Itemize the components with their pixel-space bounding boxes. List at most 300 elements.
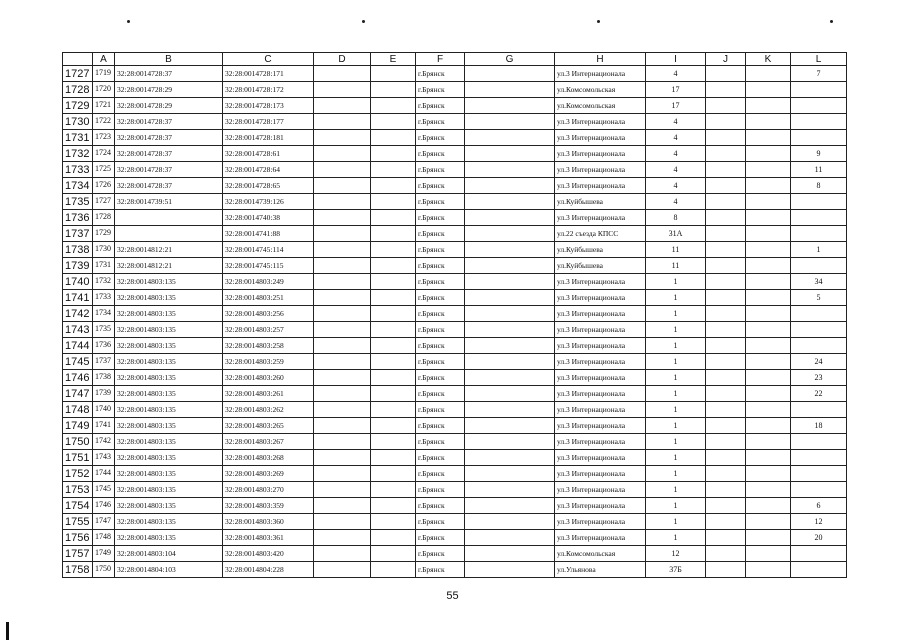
- column-header-h[interactable]: H: [555, 53, 646, 66]
- cell-i[interactable]: 1: [646, 386, 706, 402]
- cell-d[interactable]: [314, 482, 371, 498]
- row-number-cell[interactable]: 1728: [63, 82, 93, 98]
- cell-a[interactable]: 1745: [93, 482, 115, 498]
- column-header-e[interactable]: E: [371, 53, 416, 66]
- cell-a[interactable]: 1738: [93, 370, 115, 386]
- row-number-cell[interactable]: 1735: [63, 194, 93, 210]
- cell-h[interactable]: ул.3 Интернационала: [555, 354, 646, 370]
- cell-c[interactable]: 32:28:0014803:249: [223, 274, 314, 290]
- cell-l[interactable]: 6: [791, 498, 847, 514]
- cell-i[interactable]: 37Б: [646, 562, 706, 578]
- cell-f[interactable]: г.Брянск: [416, 146, 465, 162]
- cell-e[interactable]: [371, 98, 416, 114]
- cell-g[interactable]: [465, 402, 555, 418]
- cell-l[interactable]: [791, 338, 847, 354]
- cell-d[interactable]: [314, 258, 371, 274]
- cell-k[interactable]: [746, 258, 791, 274]
- column-header-j[interactable]: J: [706, 53, 746, 66]
- cell-j[interactable]: [706, 562, 746, 578]
- cell-d[interactable]: [314, 530, 371, 546]
- cell-l[interactable]: [791, 450, 847, 466]
- cell-j[interactable]: [706, 194, 746, 210]
- cell-k[interactable]: [746, 466, 791, 482]
- cell-c[interactable]: 32:28:0014741:88: [223, 226, 314, 242]
- cell-d[interactable]: [314, 178, 371, 194]
- cell-e[interactable]: [371, 274, 416, 290]
- cell-g[interactable]: [465, 114, 555, 130]
- cell-j[interactable]: [706, 66, 746, 82]
- cell-j[interactable]: [706, 322, 746, 338]
- row-number-cell[interactable]: 1740: [63, 274, 93, 290]
- cell-c[interactable]: 32:28:0014728:173: [223, 98, 314, 114]
- cell-b[interactable]: 32:28:0014803:135: [115, 466, 223, 482]
- cell-h[interactable]: ул.3 Интернационала: [555, 162, 646, 178]
- cell-b[interactable]: 32:28:0014728:37: [115, 66, 223, 82]
- cell-a[interactable]: 1739: [93, 386, 115, 402]
- cell-c[interactable]: 32:28:0014803:361: [223, 530, 314, 546]
- cell-h[interactable]: ул.Комсомольская: [555, 82, 646, 98]
- cell-l[interactable]: 22: [791, 386, 847, 402]
- cell-g[interactable]: [465, 162, 555, 178]
- cell-i[interactable]: 1: [646, 466, 706, 482]
- row-number-cell[interactable]: 1731: [63, 130, 93, 146]
- cell-e[interactable]: [371, 322, 416, 338]
- cell-e[interactable]: [371, 514, 416, 530]
- cell-h[interactable]: ул.3 Интернационала: [555, 418, 646, 434]
- cell-d[interactable]: [314, 290, 371, 306]
- cell-f[interactable]: г.Брянск: [416, 514, 465, 530]
- row-number-cell[interactable]: 1758: [63, 562, 93, 578]
- cell-f[interactable]: г.Брянск: [416, 402, 465, 418]
- cell-h[interactable]: ул.22 съезда КПСС: [555, 226, 646, 242]
- cell-e[interactable]: [371, 354, 416, 370]
- cell-i[interactable]: 31А: [646, 226, 706, 242]
- cell-h[interactable]: ул.3 Интернационала: [555, 498, 646, 514]
- cell-b[interactable]: 32:28:0014812:21: [115, 258, 223, 274]
- cell-g[interactable]: [465, 210, 555, 226]
- cell-b[interactable]: 32:28:0014803:135: [115, 322, 223, 338]
- cell-h[interactable]: ул.3 Интернационала: [555, 114, 646, 130]
- cell-b[interactable]: 32:28:0014803:135: [115, 306, 223, 322]
- cell-l[interactable]: 8: [791, 178, 847, 194]
- cell-l[interactable]: 11: [791, 162, 847, 178]
- cell-e[interactable]: [371, 402, 416, 418]
- cell-k[interactable]: [746, 546, 791, 562]
- cell-k[interactable]: [746, 98, 791, 114]
- cell-l[interactable]: 20: [791, 530, 847, 546]
- cell-h[interactable]: ул.3 Интернационала: [555, 514, 646, 530]
- cell-f[interactable]: г.Брянск: [416, 546, 465, 562]
- cell-a[interactable]: 1734: [93, 306, 115, 322]
- cell-l[interactable]: [791, 194, 847, 210]
- cell-j[interactable]: [706, 226, 746, 242]
- cell-b[interactable]: 32:28:0014803:104: [115, 546, 223, 562]
- cell-c[interactable]: 32:28:0014803:259: [223, 354, 314, 370]
- cell-i[interactable]: 17: [646, 82, 706, 98]
- cell-b[interactable]: 32:28:0014803:135: [115, 370, 223, 386]
- cell-h[interactable]: ул.3 Интернационала: [555, 466, 646, 482]
- cell-f[interactable]: г.Брянск: [416, 322, 465, 338]
- cell-l[interactable]: [791, 434, 847, 450]
- cell-i[interactable]: 4: [646, 178, 706, 194]
- row-number-cell[interactable]: 1755: [63, 514, 93, 530]
- cell-b[interactable]: [115, 210, 223, 226]
- cell-e[interactable]: [371, 258, 416, 274]
- cell-e[interactable]: [371, 386, 416, 402]
- row-number-cell[interactable]: 1748: [63, 402, 93, 418]
- cell-j[interactable]: [706, 290, 746, 306]
- cell-j[interactable]: [706, 418, 746, 434]
- cell-e[interactable]: [371, 562, 416, 578]
- cell-a[interactable]: 1735: [93, 322, 115, 338]
- row-number-cell[interactable]: 1752: [63, 466, 93, 482]
- cell-a[interactable]: 1748: [93, 530, 115, 546]
- cell-e[interactable]: [371, 82, 416, 98]
- cell-f[interactable]: г.Брянск: [416, 450, 465, 466]
- cell-i[interactable]: 11: [646, 258, 706, 274]
- cell-e[interactable]: [371, 498, 416, 514]
- cell-l[interactable]: 1: [791, 242, 847, 258]
- cell-j[interactable]: [706, 258, 746, 274]
- cell-c[interactable]: 32:28:0014804:228: [223, 562, 314, 578]
- cell-j[interactable]: [706, 338, 746, 354]
- cell-i[interactable]: 1: [646, 498, 706, 514]
- cell-f[interactable]: г.Брянск: [416, 498, 465, 514]
- row-number-cell[interactable]: 1757: [63, 546, 93, 562]
- column-header-g[interactable]: G: [465, 53, 555, 66]
- cell-d[interactable]: [314, 210, 371, 226]
- cell-e[interactable]: [371, 194, 416, 210]
- cell-a[interactable]: 1719: [93, 66, 115, 82]
- cell-l[interactable]: [791, 114, 847, 130]
- column-header-f[interactable]: F: [416, 53, 465, 66]
- cell-j[interactable]: [706, 354, 746, 370]
- cell-b[interactable]: [115, 226, 223, 242]
- cell-f[interactable]: г.Брянск: [416, 290, 465, 306]
- cell-i[interactable]: 1: [646, 434, 706, 450]
- cell-h[interactable]: ул.3 Интернационала: [555, 322, 646, 338]
- cell-h[interactable]: ул.3 Интернационала: [555, 290, 646, 306]
- cell-i[interactable]: 4: [646, 162, 706, 178]
- cell-l[interactable]: [791, 546, 847, 562]
- cell-j[interactable]: [706, 466, 746, 482]
- cell-l[interactable]: [791, 82, 847, 98]
- cell-i[interactable]: 8: [646, 210, 706, 226]
- cell-f[interactable]: г.Брянск: [416, 226, 465, 242]
- cell-k[interactable]: [746, 498, 791, 514]
- cell-i[interactable]: 1: [646, 402, 706, 418]
- cell-b[interactable]: 32:28:0014803:135: [115, 434, 223, 450]
- cell-l[interactable]: [791, 210, 847, 226]
- cell-c[interactable]: 32:28:0014745:115: [223, 258, 314, 274]
- cell-e[interactable]: [371, 210, 416, 226]
- row-number-cell[interactable]: 1736: [63, 210, 93, 226]
- row-number-cell[interactable]: 1745: [63, 354, 93, 370]
- cell-e[interactable]: [371, 290, 416, 306]
- cell-h[interactable]: ул.3 Интернационала: [555, 450, 646, 466]
- row-number-cell[interactable]: 1733: [63, 162, 93, 178]
- cell-c[interactable]: 32:28:0014745:114: [223, 242, 314, 258]
- cell-g[interactable]: [465, 386, 555, 402]
- cell-h[interactable]: ул.3 Интернационала: [555, 146, 646, 162]
- column-header-i[interactable]: I: [646, 53, 706, 66]
- cell-e[interactable]: [371, 466, 416, 482]
- cell-c[interactable]: 32:28:0014728:64: [223, 162, 314, 178]
- cell-g[interactable]: [465, 466, 555, 482]
- row-number-cell[interactable]: 1734: [63, 178, 93, 194]
- cell-d[interactable]: [314, 82, 371, 98]
- cell-f[interactable]: г.Брянск: [416, 482, 465, 498]
- cell-i[interactable]: 4: [646, 146, 706, 162]
- cell-i[interactable]: 1: [646, 450, 706, 466]
- cell-a[interactable]: 1723: [93, 130, 115, 146]
- cell-l[interactable]: [791, 258, 847, 274]
- cell-a[interactable]: 1720: [93, 82, 115, 98]
- cell-a[interactable]: 1746: [93, 498, 115, 514]
- row-number-cell[interactable]: 1743: [63, 322, 93, 338]
- cell-i[interactable]: 4: [646, 130, 706, 146]
- cell-b[interactable]: 32:28:0014728:37: [115, 146, 223, 162]
- cell-k[interactable]: [746, 402, 791, 418]
- cell-h[interactable]: ул.3 Интернационала: [555, 402, 646, 418]
- cell-i[interactable]: 1: [646, 306, 706, 322]
- cell-l[interactable]: [791, 482, 847, 498]
- cell-k[interactable]: [746, 354, 791, 370]
- cell-k[interactable]: [746, 434, 791, 450]
- cell-l[interactable]: [791, 466, 847, 482]
- cell-j[interactable]: [706, 82, 746, 98]
- cell-k[interactable]: [746, 274, 791, 290]
- cell-c[interactable]: 32:28:0014728:171: [223, 66, 314, 82]
- cell-e[interactable]: [371, 370, 416, 386]
- cell-g[interactable]: [465, 274, 555, 290]
- cell-g[interactable]: [465, 546, 555, 562]
- cell-b[interactable]: 32:28:0014803:135: [115, 514, 223, 530]
- cell-d[interactable]: [314, 130, 371, 146]
- cell-g[interactable]: [465, 418, 555, 434]
- cell-d[interactable]: [314, 242, 371, 258]
- cell-j[interactable]: [706, 178, 746, 194]
- cell-e[interactable]: [371, 450, 416, 466]
- cell-d[interactable]: [314, 226, 371, 242]
- cell-a[interactable]: 1732: [93, 274, 115, 290]
- cell-i[interactable]: 12: [646, 546, 706, 562]
- cell-g[interactable]: [465, 530, 555, 546]
- cell-c[interactable]: 32:28:0014728:61: [223, 146, 314, 162]
- cell-c[interactable]: 32:28:0014803:260: [223, 370, 314, 386]
- cell-a[interactable]: 1740: [93, 402, 115, 418]
- cell-f[interactable]: г.Брянск: [416, 466, 465, 482]
- cell-d[interactable]: [314, 370, 371, 386]
- cell-b[interactable]: 32:28:0014728:37: [115, 130, 223, 146]
- cell-d[interactable]: [314, 402, 371, 418]
- cell-c[interactable]: 32:28:0014803:360: [223, 514, 314, 530]
- cell-d[interactable]: [314, 98, 371, 114]
- cell-j[interactable]: [706, 498, 746, 514]
- cell-a[interactable]: 1725: [93, 162, 115, 178]
- cell-l[interactable]: 24: [791, 354, 847, 370]
- cell-k[interactable]: [746, 194, 791, 210]
- cell-g[interactable]: [465, 498, 555, 514]
- cell-a[interactable]: 1728: [93, 210, 115, 226]
- cell-k[interactable]: [746, 562, 791, 578]
- cell-i[interactable]: 1: [646, 354, 706, 370]
- cell-k[interactable]: [746, 338, 791, 354]
- cell-b[interactable]: 32:28:0014803:135: [115, 482, 223, 498]
- cell-e[interactable]: [371, 242, 416, 258]
- cell-b[interactable]: 32:28:0014728:29: [115, 98, 223, 114]
- cell-a[interactable]: 1744: [93, 466, 115, 482]
- cell-e[interactable]: [371, 114, 416, 130]
- cell-k[interactable]: [746, 482, 791, 498]
- cell-k[interactable]: [746, 418, 791, 434]
- cell-d[interactable]: [314, 434, 371, 450]
- corner-header-cell[interactable]: [63, 53, 93, 66]
- cell-k[interactable]: [746, 322, 791, 338]
- cell-k[interactable]: [746, 386, 791, 402]
- cell-j[interactable]: [706, 162, 746, 178]
- cell-i[interactable]: 1: [646, 290, 706, 306]
- cell-k[interactable]: [746, 114, 791, 130]
- cell-c[interactable]: 32:28:0014803:269: [223, 466, 314, 482]
- cell-f[interactable]: г.Брянск: [416, 530, 465, 546]
- cell-c[interactable]: 32:28:0014739:126: [223, 194, 314, 210]
- cell-f[interactable]: г.Брянск: [416, 418, 465, 434]
- row-number-cell[interactable]: 1739: [63, 258, 93, 274]
- cell-d[interactable]: [314, 546, 371, 562]
- cell-h[interactable]: ул.Куйбышева: [555, 242, 646, 258]
- cell-g[interactable]: [465, 146, 555, 162]
- cell-f[interactable]: г.Брянск: [416, 306, 465, 322]
- cell-k[interactable]: [746, 226, 791, 242]
- row-number-cell[interactable]: 1741: [63, 290, 93, 306]
- cell-d[interactable]: [314, 162, 371, 178]
- cell-i[interactable]: 1: [646, 482, 706, 498]
- cell-h[interactable]: ул.3 Интернационала: [555, 130, 646, 146]
- cell-h[interactable]: ул.3 Интернационала: [555, 66, 646, 82]
- cell-c[interactable]: 32:28:0014803:262: [223, 402, 314, 418]
- cell-g[interactable]: [465, 130, 555, 146]
- cell-i[interactable]: 1: [646, 338, 706, 354]
- cell-i[interactable]: 4: [646, 66, 706, 82]
- cell-g[interactable]: [465, 178, 555, 194]
- cell-h[interactable]: ул.3 Интернационала: [555, 210, 646, 226]
- cell-h[interactable]: ул.3 Интернационала: [555, 370, 646, 386]
- cell-f[interactable]: г.Брянск: [416, 562, 465, 578]
- cell-l[interactable]: 9: [791, 146, 847, 162]
- cell-l[interactable]: [791, 322, 847, 338]
- cell-a[interactable]: 1724: [93, 146, 115, 162]
- cell-l[interactable]: [791, 98, 847, 114]
- cell-d[interactable]: [314, 466, 371, 482]
- cell-l[interactable]: 5: [791, 290, 847, 306]
- cell-a[interactable]: 1750: [93, 562, 115, 578]
- cell-f[interactable]: г.Брянск: [416, 98, 465, 114]
- cell-l[interactable]: 23: [791, 370, 847, 386]
- cell-j[interactable]: [706, 434, 746, 450]
- cell-b[interactable]: 32:28:0014803:135: [115, 386, 223, 402]
- cell-j[interactable]: [706, 530, 746, 546]
- cell-l[interactable]: 34: [791, 274, 847, 290]
- cell-j[interactable]: [706, 386, 746, 402]
- cell-j[interactable]: [706, 546, 746, 562]
- row-number-cell[interactable]: 1732: [63, 146, 93, 162]
- cell-c[interactable]: 32:28:0014803:270: [223, 482, 314, 498]
- cell-f[interactable]: г.Брянск: [416, 178, 465, 194]
- cell-c[interactable]: 32:28:0014740:38: [223, 210, 314, 226]
- cell-b[interactable]: 32:28:0014803:135: [115, 418, 223, 434]
- cell-g[interactable]: [465, 354, 555, 370]
- cell-e[interactable]: [371, 226, 416, 242]
- cell-j[interactable]: [706, 402, 746, 418]
- cell-a[interactable]: 1730: [93, 242, 115, 258]
- cell-j[interactable]: [706, 370, 746, 386]
- cell-g[interactable]: [465, 322, 555, 338]
- cell-j[interactable]: [706, 210, 746, 226]
- cell-f[interactable]: г.Брянск: [416, 194, 465, 210]
- cell-a[interactable]: 1736: [93, 338, 115, 354]
- cell-b[interactable]: 32:28:0014804:103: [115, 562, 223, 578]
- row-number-cell[interactable]: 1749: [63, 418, 93, 434]
- row-number-cell[interactable]: 1738: [63, 242, 93, 258]
- cell-c[interactable]: 32:28:0014803:267: [223, 434, 314, 450]
- row-number-cell[interactable]: 1753: [63, 482, 93, 498]
- cell-h[interactable]: ул.3 Интернационала: [555, 530, 646, 546]
- cell-j[interactable]: [706, 146, 746, 162]
- cell-j[interactable]: [706, 98, 746, 114]
- cell-j[interactable]: [706, 514, 746, 530]
- cell-d[interactable]: [314, 354, 371, 370]
- cell-h[interactable]: ул.Комсомольская: [555, 546, 646, 562]
- cell-b[interactable]: 32:28:0014803:135: [115, 338, 223, 354]
- cell-k[interactable]: [746, 130, 791, 146]
- cell-d[interactable]: [314, 66, 371, 82]
- cell-g[interactable]: [465, 370, 555, 386]
- cell-k[interactable]: [746, 82, 791, 98]
- cell-j[interactable]: [706, 482, 746, 498]
- cell-e[interactable]: [371, 530, 416, 546]
- cell-g[interactable]: [465, 194, 555, 210]
- cell-g[interactable]: [465, 514, 555, 530]
- cell-a[interactable]: 1742: [93, 434, 115, 450]
- cell-i[interactable]: 1: [646, 514, 706, 530]
- cell-f[interactable]: г.Брянск: [416, 338, 465, 354]
- cell-j[interactable]: [706, 114, 746, 130]
- cell-h[interactable]: ул.3 Интернационала: [555, 338, 646, 354]
- cell-a[interactable]: 1722: [93, 114, 115, 130]
- column-header-b[interactable]: B: [115, 53, 223, 66]
- cell-h[interactable]: ул.3 Интернационала: [555, 386, 646, 402]
- cell-a[interactable]: 1737: [93, 354, 115, 370]
- cell-d[interactable]: [314, 146, 371, 162]
- cell-b[interactable]: 32:28:0014803:135: [115, 498, 223, 514]
- cell-f[interactable]: г.Брянск: [416, 82, 465, 98]
- cell-c[interactable]: 32:28:0014803:251: [223, 290, 314, 306]
- cell-a[interactable]: 1721: [93, 98, 115, 114]
- cell-k[interactable]: [746, 66, 791, 82]
- cell-f[interactable]: г.Брянск: [416, 258, 465, 274]
- cell-b[interactable]: 32:28:0014803:135: [115, 290, 223, 306]
- cell-a[interactable]: 1741: [93, 418, 115, 434]
- cell-k[interactable]: [746, 178, 791, 194]
- cell-h[interactable]: ул.3 Интернационала: [555, 178, 646, 194]
- cell-f[interactable]: г.Брянск: [416, 242, 465, 258]
- cell-k[interactable]: [746, 306, 791, 322]
- cell-d[interactable]: [314, 514, 371, 530]
- cell-l[interactable]: [791, 130, 847, 146]
- cell-k[interactable]: [746, 290, 791, 306]
- row-number-cell[interactable]: 1754: [63, 498, 93, 514]
